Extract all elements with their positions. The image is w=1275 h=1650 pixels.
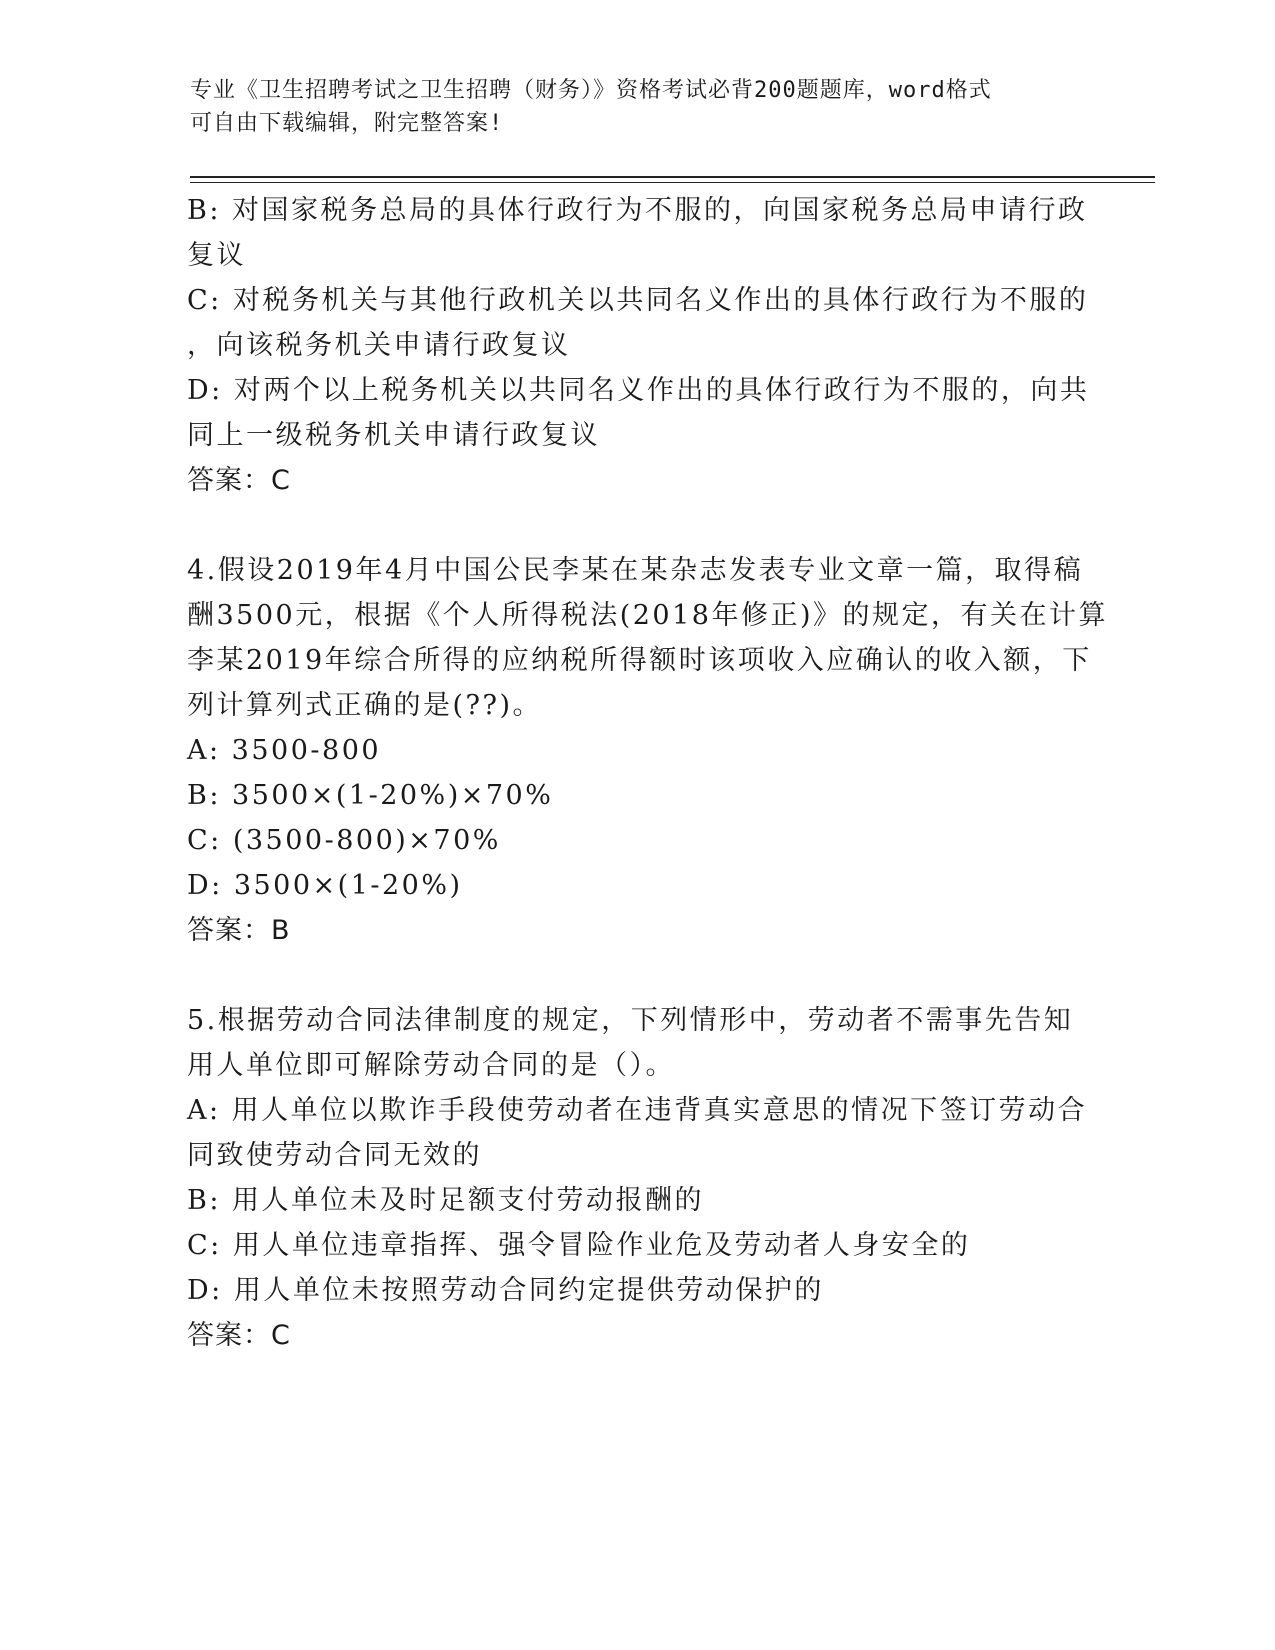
q3-option-d-line-2: 同上一级税务机关申请行政复议 <box>187 420 600 451</box>
q4-stem-line-2: 酬3500元，根据《个人所得税法(2018年修正)》的规定，有关在计算 <box>187 600 1108 631</box>
header-divider-thick <box>190 176 1155 178</box>
q4-stem-line-4: 列计算列式正确的是(??)。 <box>187 690 543 721</box>
header-title-line-2: 可自由下载编辑，附完整答案! <box>190 111 504 136</box>
q3-answer: 答案：C <box>187 465 291 496</box>
q4-option-a: A: 3500-800 <box>187 735 382 766</box>
q3-option-b-line-1: B: 对国家税务总局的具体行政行为不服的，向国家税务总局申请行政 <box>187 195 1088 226</box>
question-5 <box>187 998 1088 1358</box>
q5-option-a-line-1: A: 用人单位以欺诈手段使劳动者在违背真实意思的情况下签订劳动合 <box>187 1095 1088 1126</box>
question-3-tail <box>187 188 1090 503</box>
q3-option-b-line-2: 复议 <box>187 240 246 271</box>
question-4 <box>187 548 1108 953</box>
q5-option-a-line-2: 同致使劳动合同无效的 <box>187 1140 482 1171</box>
q3-option-d-line-1: D: 对两个以上税务机关以共同名义作出的具体行政行为不服的，向共 <box>187 375 1090 406</box>
question-spacer <box>187 503 1077 548</box>
q5-stem-line-1: 5.根据劳动合同法律制度的规定，下列情形中，劳动者不需事先告知 <box>187 1005 1074 1036</box>
question-content <box>187 188 1108 1358</box>
document-header <box>190 74 1070 140</box>
question-spacer <box>187 953 1077 998</box>
q3-option-c-line-2: ，向该税务机关申请行政复议 <box>187 330 571 361</box>
q5-answer: 答案：C <box>187 1320 291 1351</box>
q4-option-b: B: 3500×(1-20%)×70% <box>187 780 554 811</box>
header-divider-thin <box>190 182 1155 183</box>
header-title-line-1: 专业《卫生招聘考试之卫生招聘（财务）》资格考试必背200题题库，word格式 <box>190 78 992 103</box>
q5-option-d: D: 用人单位未按照劳动合同约定提供劳动保护的 <box>187 1275 824 1306</box>
q4-stem-line-1: 4.假设2019年4月中国公民李某在某杂志发表专业文章一篇，取得稿 <box>187 555 1084 586</box>
q4-option-d: D: 3500×(1-20%) <box>187 870 463 901</box>
q5-stem-line-2: 用人单位即可解除劳动合同的是（）。 <box>187 1050 675 1081</box>
q4-answer: 答案：B <box>187 915 291 946</box>
q5-option-c: C: 用人单位违章指挥、强令冒险作业危及劳动者人身安全的 <box>187 1230 971 1261</box>
q4-option-c: C: (3500-800)×70% <box>187 825 501 856</box>
q3-option-c-line-1: C: 对税务机关与其他行政机关以共同名义作出的具体行政行为不服的 <box>187 285 1089 316</box>
q4-stem-line-3: 李某2019年综合所得的应纳税所得额时该项收入应确认的收入额，下 <box>187 645 1092 676</box>
q5-option-b: B: 用人单位未及时足额支付劳动报酬的 <box>187 1185 705 1216</box>
